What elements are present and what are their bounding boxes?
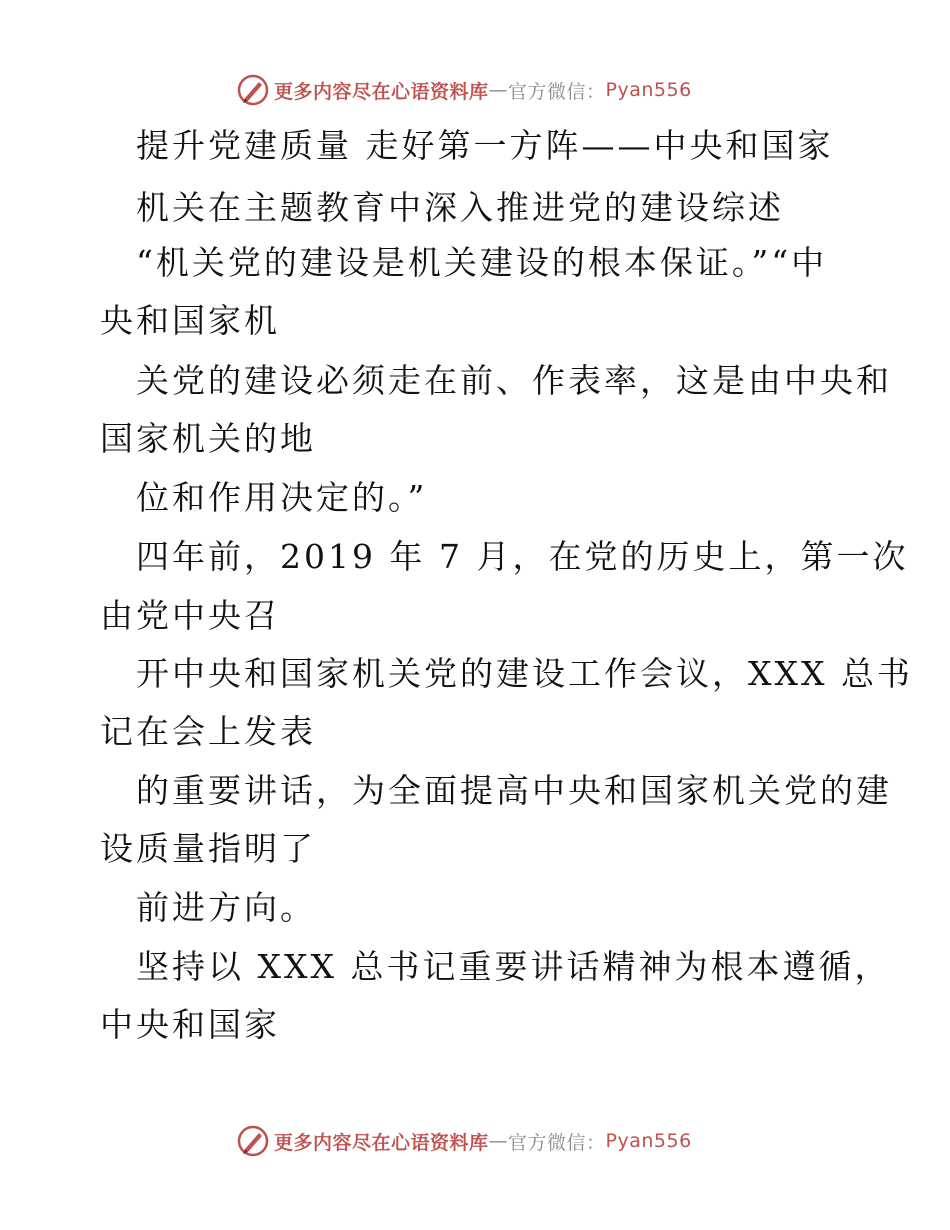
- banner-site-text: 更多内容尽在心语资料库: [274, 1131, 489, 1154]
- footer-watermark-banner: [236, 1124, 692, 1158]
- banner-wechat-id: Pyan556: [605, 1130, 692, 1152]
- body-line: 前进方向。: [136, 888, 316, 927]
- body-line: 央和国家机: [100, 301, 280, 340]
- pen-logo-icon: [236, 1124, 270, 1158]
- body-line: 由党中央召: [100, 596, 280, 635]
- body-line: 中央和国家: [100, 1005, 280, 1044]
- body-line: 关党的建设必须走在前、作表率，这是由中央和: [136, 361, 892, 400]
- body-line: 坚持以 XXX 总书记重要讲话精神为根本遵循，: [136, 947, 891, 986]
- body-line: “机关党的建设是机关建设的根本保证。”“中: [136, 243, 828, 282]
- title-line-2: 机关在主题教育中深入推进党的建设综述: [136, 188, 784, 227]
- body-line: 记在会上发表: [100, 712, 316, 751]
- body-line: 开中央和国家机关党的建设工作会议，XXX 总书: [136, 654, 913, 693]
- body-line: 位和作用决定的。”: [136, 478, 428, 517]
- body-line: 国家机关的地: [100, 419, 316, 458]
- banner-dash: —: [488, 1130, 509, 1152]
- body-line: 设质量指明了: [100, 829, 316, 868]
- banner-wechat-id: Pyan556: [605, 79, 692, 101]
- banner-wechat-label: 官方微信：: [508, 80, 606, 103]
- pen-logo-icon: [236, 73, 270, 107]
- banner-wechat-label: 官方微信：: [508, 1131, 606, 1154]
- header-watermark-banner: [236, 73, 692, 107]
- title-line-1: 提升党建质量 走好第一方阵——中央和国家: [136, 126, 834, 165]
- body-line: 四年前，2019 年 7 月，在党的历史上，第一次: [136, 537, 909, 576]
- banner-site-text: 更多内容尽在心语资料库: [274, 80, 489, 103]
- body-line: 的重要讲话，为全面提高中央和国家机关党的建: [136, 771, 892, 810]
- banner-dash: —: [488, 79, 509, 101]
